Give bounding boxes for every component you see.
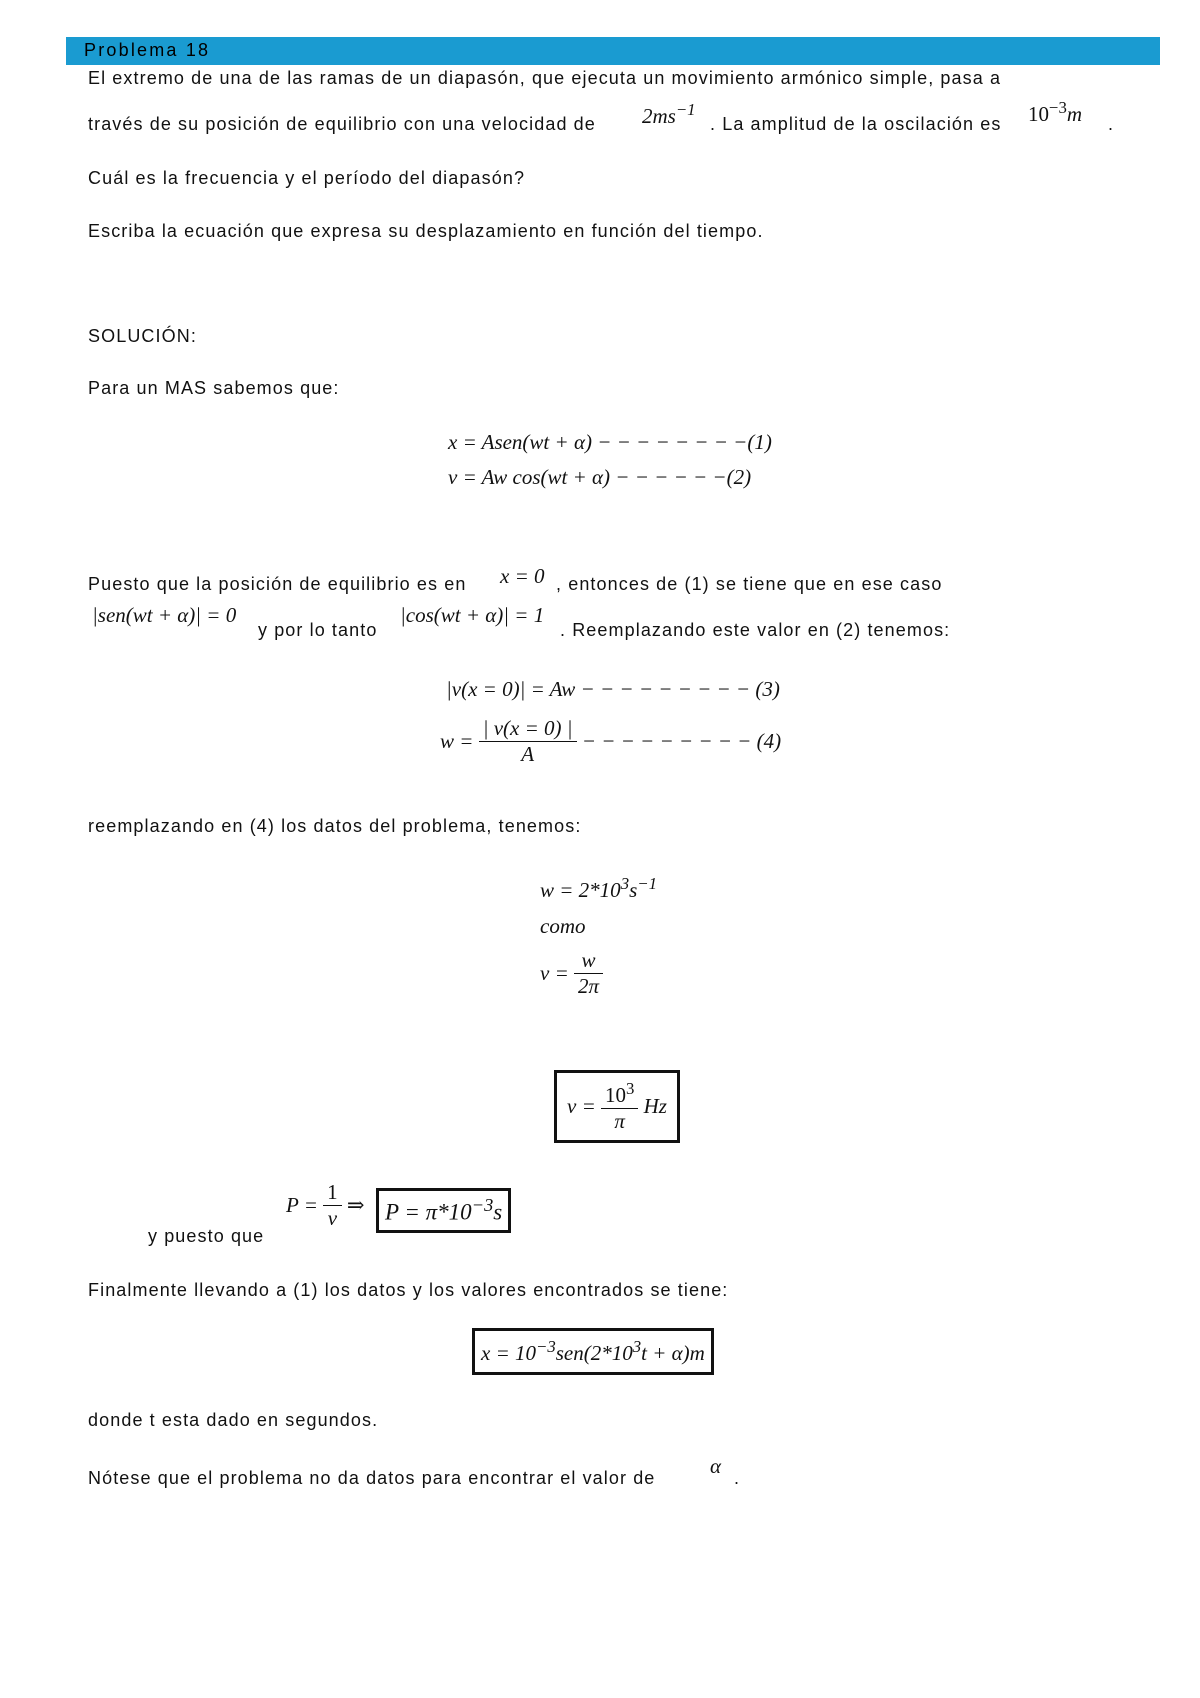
question-2: Escriba la ecuación que expresa su desplazamiento en función del tiempo.	[88, 221, 764, 241]
equilibrium-x0: x = 0	[500, 564, 545, 588]
velocity-value: $2ms^{-1}$	[642, 100, 696, 128]
paragraph-6-end: .	[734, 1468, 741, 1488]
problem-line-2a: través de su posición de equilibrio con una velocidad de	[88, 114, 596, 134]
paragraph-5: donde t esta dado en segundos.	[88, 1410, 379, 1430]
final-equation-box: $x = 10^{-3}sen(2*10^3t + \alpha)m$	[472, 1328, 714, 1375]
alpha-symbol: α	[710, 1454, 722, 1478]
equation-4: w = $\frac{| v(x = 0) |}{A}$ − − − − − − − − − (4)	[440, 716, 782, 766]
problem-line-1: El extremo de una de las ramas de un diapasón, que ejecuta un movimiento armónico simple, pasa a	[88, 68, 1002, 88]
sen-equals-zero: |sen(wt + α)| = 0	[92, 603, 237, 627]
frequency-result-box: v = $\frac{10^3}{\pi}$ Hz	[554, 1070, 680, 1143]
paragraph-3: reemplazando en (4) los datos del problema, tenemos:	[88, 816, 582, 836]
problem-header-bar	[66, 37, 1160, 65]
period-label: y puesto que	[148, 1226, 265, 1246]
paragraph-2b: , entonces de (1) se tiene que en ese caso	[556, 574, 943, 594]
como-label: como	[540, 914, 586, 938]
frequency-formula: v = $\frac{w}{2\pi}$	[540, 948, 603, 999]
period-result-box: $P = \pi*10^{-3}s$	[376, 1188, 511, 1233]
equation-1: x = Asen(wt + α) − − − − − − − −(1)	[448, 430, 772, 454]
equation-2: v = Aw cos(wt + α) − − − − − −(2)	[448, 465, 752, 489]
cos-equals-one: |cos(wt + α)| = 1	[400, 603, 545, 627]
paragraph-2a: Puesto que la posición de equilibrio es en	[88, 574, 467, 594]
problem-line-2b: . La amplitud de la oscilación es	[710, 114, 1002, 134]
problem-title: Problema 18	[84, 40, 211, 60]
omega-value: $w = 2*10^3s^{-1}$	[540, 874, 657, 902]
solution-heading: SOLUCIÓN:	[88, 326, 197, 346]
solution-intro: Para un MAS sabemos que:	[88, 378, 340, 398]
paragraph-2d: . Reemplazando este valor en (2) tenemos:	[560, 620, 951, 640]
paragraph-4: Finalmente llevando a (1) los datos y los valores encontrados se tiene:	[88, 1280, 729, 1300]
equation-3: |v(x = 0)| = Aw − − − − − − − − − (3)	[446, 677, 780, 701]
problem-line-2-end: .	[1108, 114, 1115, 134]
paragraph-2c: y por lo tanto	[258, 620, 378, 640]
amplitude-value: $10^{-3}m$	[1028, 98, 1083, 126]
paragraph-6: Nótese que el problema no da datos para encontrar el valor de	[88, 1468, 656, 1488]
period-formula: P = $\frac{1}{v}$ ⇒	[286, 1180, 365, 1230]
question-1: Cuál es la frecuencia y el período del diapasón?	[88, 168, 526, 188]
